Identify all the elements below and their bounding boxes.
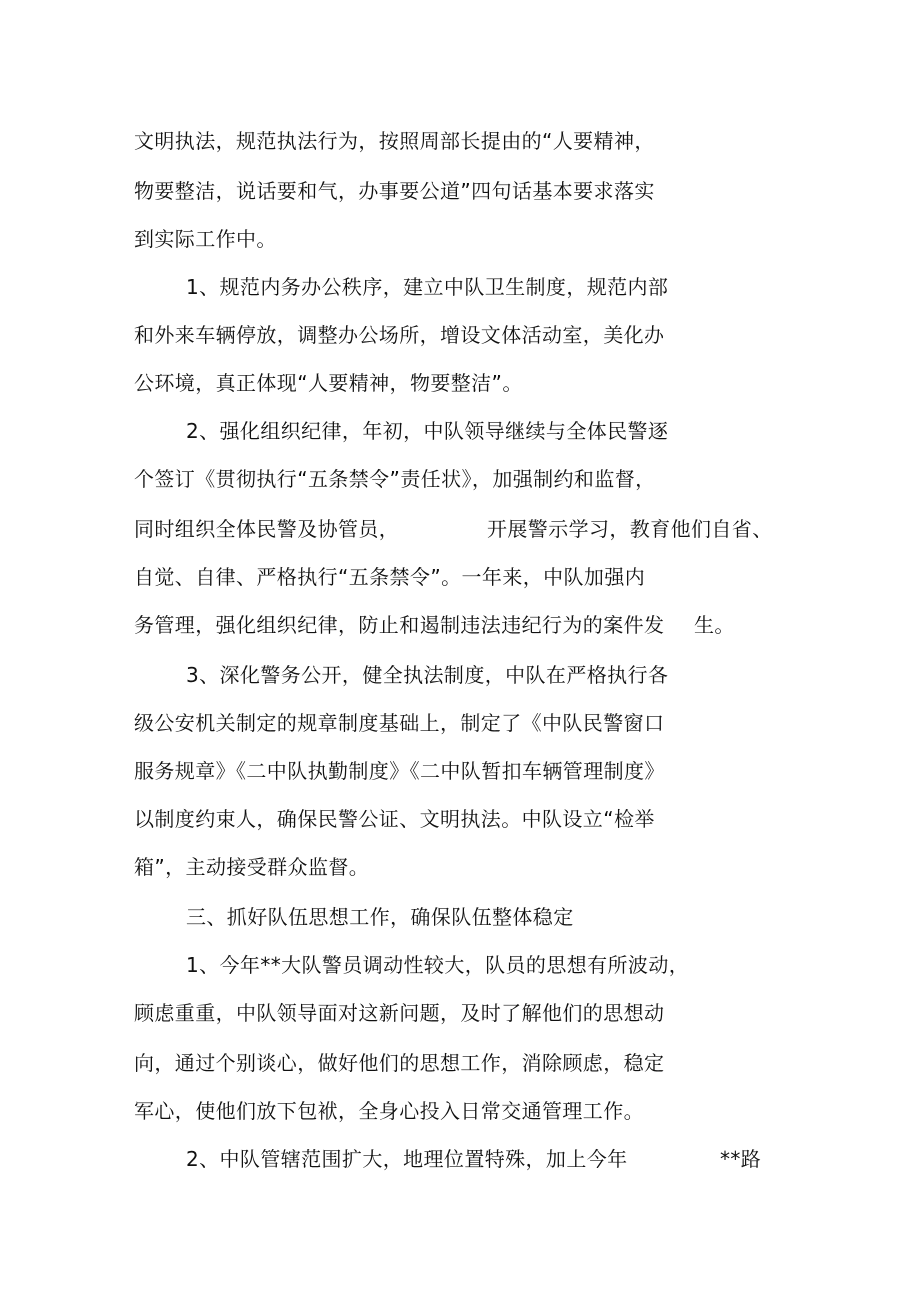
text-line: 文明执法，规范执法行为，按照周部长提由的“人要精神， xyxy=(134,129,655,153)
text-line: 1、规范内务办公秩序，建立中队卫生制度，规范内部 xyxy=(186,275,669,299)
text-line: 2、中队管辖范围扩大，地理位置特殊，加上今年 xyxy=(186,1147,628,1171)
text-line: 级公安机关制定的规章制度基础上，制定了《中队民警窗口 xyxy=(134,711,665,735)
text-line: 1、今年**大队警员调动性较大，队员的思想有所波动， xyxy=(186,953,690,977)
text-line: 3、深化警务公开，健全执法制度，中队在严格执行各 xyxy=(186,663,669,687)
text-line: 自觉、自律、严格执行“五条禁令”。一年来，中队加强内 xyxy=(134,565,646,589)
text-line: 顾虑重重，中队领导面对这新问题，及时了解他们的思想动 xyxy=(134,1001,665,1025)
text-line: 到实际工作中。 xyxy=(134,227,277,251)
text-line: 同时组织全体民警及协管员， xyxy=(134,517,400,541)
text-line: 物要整洁，说话要和气，办事要公道”四句话基本要求落实 xyxy=(134,179,655,203)
text-line: **路 xyxy=(720,1147,762,1171)
text-line: 公环境，真正体现“人要精神，物要整洁”。 xyxy=(134,371,523,395)
text-line: 服务规章》《二中队执勤制度》《二中队暂扣车辆管理制度》 xyxy=(134,759,665,783)
text-line: 务管理，强化组织纪律，防止和遏制违法违纪行为的案件发 xyxy=(134,613,665,637)
text-line: 军心，使他们放下包袱，全身心投入日常交通管理工作。 xyxy=(134,1099,644,1123)
text-line: 2、强化组织纪律，年初，中队领导继续与全体民警逐 xyxy=(186,419,669,443)
text-line: 个签订《贯彻执行“五条禁令”责任状》，加强制约和监督， xyxy=(134,467,656,491)
section-heading: 三、抓好队伍思想工作，确保队伍整体稳定 xyxy=(186,905,574,929)
text-line: 和外来车辆停放，调整办公场所，增设文体活动室，美化办 xyxy=(134,323,665,347)
text-line: 生。 xyxy=(694,613,735,637)
text-line: 以制度约束人，确保民警公证、文明执法。中队设立“检举 xyxy=(134,807,655,831)
text-line: 向，通过个别谈心，做好他们的思想工作，消除顾虑，稳定 xyxy=(134,1051,665,1075)
text-line: 开展警示学习，教育他们自省、 xyxy=(487,517,773,541)
text-line: 箱”，主动接受群众监督。 xyxy=(134,855,370,879)
